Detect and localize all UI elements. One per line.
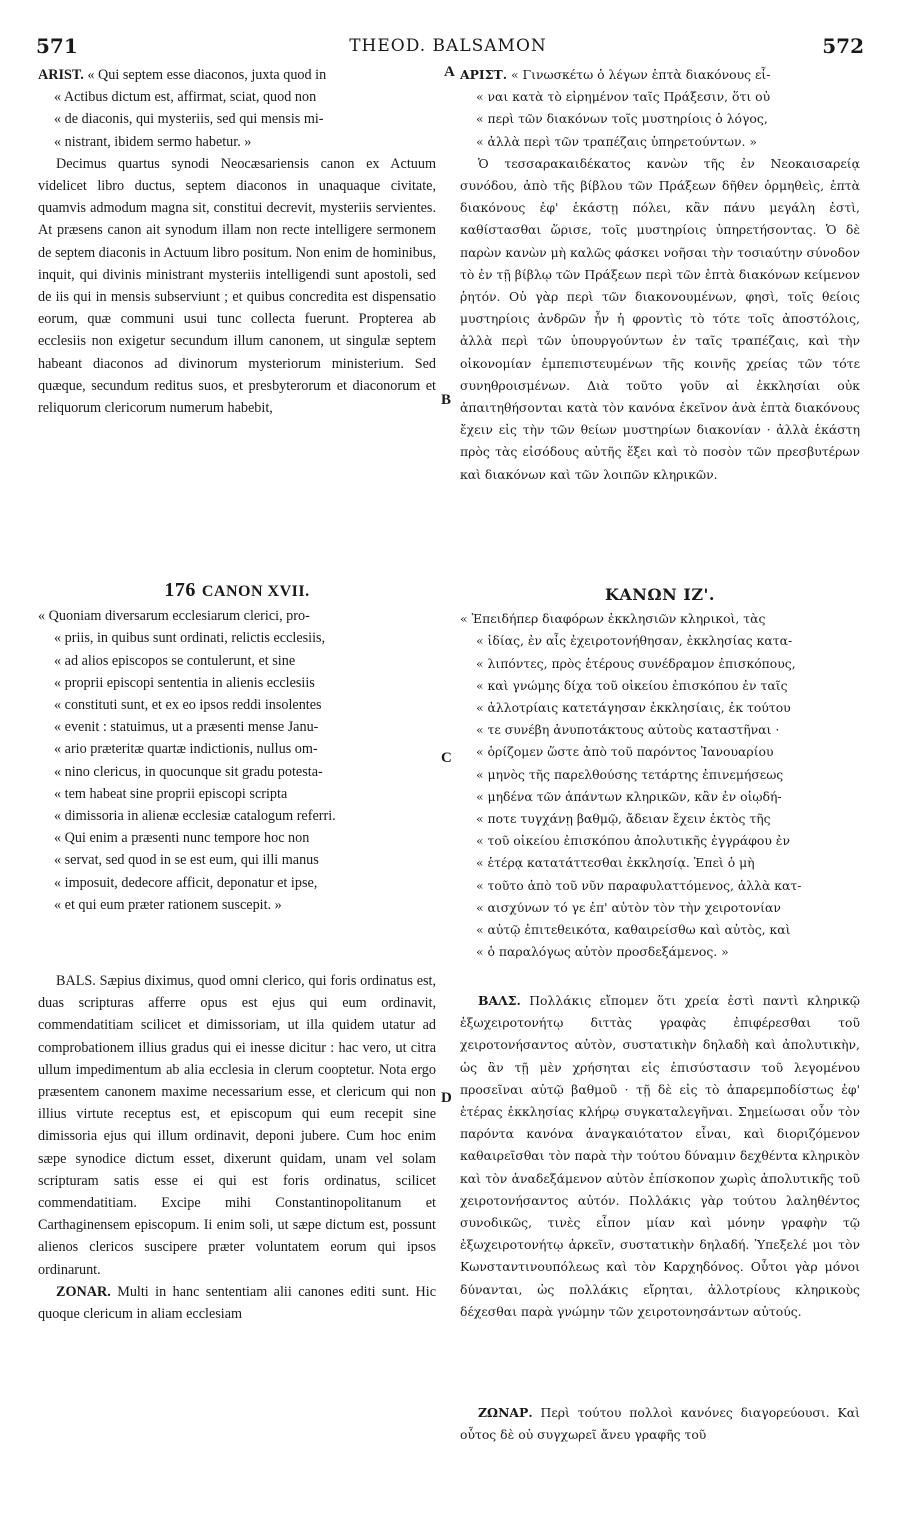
latin-bals-lead: BALS. [56,973,96,989]
greek-arist-line: « ναι κατὰ τὸ εἰρημένον ταῖς Πράξεσιν, ὅτι οὐ [476,89,771,105]
greek-canon-heading: ΚΑΝΩΝ ΙΖ'. [604,585,715,604]
running-title: THEOD. BALSAMON [349,36,547,56]
greek-canon-line: « αισχύνων τό γε ἐπ' αὐτὸν τὸν τὴν χειροτονίαν [476,899,781,915]
canon-number: 176 [164,579,196,601]
margin-marker-b: B [441,392,452,408]
greek-canon-line: « μηδένα τῶν ἁπάντων κληρικῶν, κἂν ἐν οἱῳδή- [476,788,782,804]
latin-zonar-lead: ZONAR. [56,1283,111,1300]
latin-aristenus-block [38,64,436,419]
greek-zonar-lead: ΖΩΝΑΡ. [478,1405,533,1420]
greek-canon-line: « λιπόντες, πρὸς ἑτέρους συνέδραμον ἐπισκόπους, [476,655,796,671]
latin-canon-line: « Quoniam diversarum ecclesiarum clerici, pro- [38,608,310,625]
greek-zonar-text: Περὶ τούτου πολλοὶ κανόνες διαγορεύουσι. Καὶ οὗτος δὲ οὐ συγχωρεῖ ἄνευ γραφῆς τοῦ [460,1405,860,1443]
greek-canon-line: « τοῦτο ἀπὸ τοῦ νῦν παραφυλαττόμενος, ἀλλὰ κατ- [476,877,802,893]
greek-bals-text: Πολλάκις εἴπομεν ὅτι χρεία ἐστὶ παντὶ κληρικῷ ἐξωχειροτονήτῳ διττὰς γραφὰς ἐπιφέρεσθαι τοῦ χειροτονήσαντος αὐτὸν, συστατικὴν δηλαδὴ καὶ ἀπολυτικὴν, ὡς ἂν τῇ μὲν χρήσηται εἰς ἐπισύστασιν τοῦ λεγομένου προσεῖναι αὐτῷ βαθμοῦ · τῇ δὲ εἰς τὸ ἀπαρεμποδίστως ἐφ' ἑτέρας ἐκκλησίας κλήρῳ συγκαταλεγῆναι. Σημείωσαι οὖν τὸν παρόντα κανόνα ἀναγκαιότατον εἶναι, καὶ διοριζόμενον καθαιρεῖσθαι τὸν παρὰ τὴν τούτου δύναμιν δεχθέντα κληρικὸν καὶ τὸν ἀναδεξάμενον αὐτὸν ἐπίσκοπον χωρὶς ἀπολυτικῆς τοῦ χειροτονήσαντος αὐτόν. Πολλάκις γὰρ τούτου λαληθέντος συνοδικῶς, τινὲς εἶπον μίαν καὶ μόνην γραφὴν τῷ ἐξωχειροτονήτῳ ἀρκεῖν, συστατικὴν δηλαδή. Ὑπεξελέ μοι τὸν Κωνσταντινουπόλεως καὶ τὸν Καρχηδόνος. Οὗτοι γὰρ μόνοι δύνανται, ὡς πολλάκις εἴρηται, ἀλλοτρίους κληρικοὺς δέχεσθαι παρὰ γνώμην τῶν χειροτονησάντων αὐτούς. [460,993,860,1319]
greek-canon-line: « τοῦ οἰκείου ἐπισκόπου ἀπολυτικῆς ἐγγράφου ἐν [476,833,790,849]
latin-canon-line: « nino clericus, in quocunque sit gradu potesta- [54,763,323,780]
greek-arist-line: « περὶ τῶν διακόνων τοῖς μυστηρίοις ὁ λόγος, [476,111,768,127]
latin-canon-line: « ad alios episcopos se contulerunt, et sine [54,652,296,669]
greek-canon-line: « καὶ γνώμης δίχα τοῦ οἰκείου ἐπισκόπου ἐν ταῖς [476,677,788,693]
greek-canon-line: « ἀλλοτρίαις κατετάγησαν ἐκκλησίαις, ἐκ τούτου [476,700,791,716]
latin-arist-line: « nistrant, ibidem sermo habetur. » [54,133,252,150]
greek-arist-lead: ΑΡΙΣΤ. [460,67,508,82]
latin-canon-line: « ario præteritæ quartæ indictionis, nullus om- [54,741,318,758]
latin-canon-line: « imposuit, dedecore afficit, deponatur et ipse, [54,874,318,891]
latin-arist-line: « Actibus dictum est, affirmat, sciat, quod non [54,89,317,106]
latin-arist-first-line: « Qui septem esse diaconos, juxta quod in [87,67,327,83]
greek-bals-lead: ΒΑΛΣ. [478,993,521,1008]
latin-commentary-paragraph: Decimus quartus synodi Neocæsariensis canon ex Actuum videlicet libro ductus, septem diaconos in unaquaque civitate, quamvis admodum magna sit, constitui decrevit, mysteriis servientes. At præsens canon ait synodum illam non recte intelligere sermonem de septem diaconis in Actuum libro positum. Non enim de hominibus, inquit, qui divinis ministrant mysteriis intelligendi sunt apostoli, sed de iis qui in mensis subserviunt ; et quibus concredita est dispensatio eorum, quæ communi usui tunc collecta fuerunt. Propterea ab ecclesiis non exigetur secundum illum canonem, ut singulæ septem habeant diaconos ad divinorum mysteriorum ministerium. Sed quæque, secundum reditus suos, et presbyterorum et diaconorum et reliquorum clericorum numerum habebit, [38,155,436,417]
left-page-number: 571 [36,34,78,58]
greek-canon-line: « μηνὸς τῆς παρελθούσης τετάρτης ἐπινεμήσεως [476,766,784,782]
latin-canon-line: « constituti sunt, et ex eo ipsos reddi insolentes [54,697,322,714]
greek-commentary-paragraph: Ὁ τεσσαρακαιδέκατος κανὼν τῆς ἐν Νεοκαισαρείᾳ συνόδου, ἀπὸ τῆς βίβλου τῶν Πράξεων δῆθεν ὁρμηθεὶς, ἑπτὰ διακόνους ἐφ' ἑκάστῃ πόλει, κἂν πάνυ μεγάλη ἐστὶ, καθίστασθαι ὥρισε, τοῖς μυστηρίοις ὑπηρετήσοντας. Ὁ δὲ παρὼν κανὼν μὴ καλῶς φάσκει νοῆσαι τὴν τοσιαύτην σύνοδον τὸ ἐν τῇ βίβλῳ τῶν Πράξεων περὶ τῶν ἑπτὰ διακόνων κείμενον ῥητόν. Οὐ γὰρ περὶ τῶν διακονουμένων, φησὶ, τοῖς θείοις μυστηρίοις ἀνδρῶν ἦν ἡ φροντὶς τὸ τότε τοῖς ἀποστόλοις, ἀλλὰ περὶ τῶν ὑπουργούντων ἐν ταῖς τραπέζαις, καὶ τὴν οἰκονομίαν ἐμπεπιστευμένων τῆς κοινῆς χρείας τῶν τότε συνηθροισμένων. Διὰ τοῦτο γοῦν αἱ ἐκκλησίαι οὐκ ἀπαιτηθήσονται κατὰ τὸν κανόνα ἐκεῖνον ἀνὰ ἑπτὰ διακόνους ἔχειν εἰς τὴν τῶν θείων μυστηρίων διακονίαν · ἀλλὰ ἑκάστη πρὸς τὰς εἰσόδους αὐτῆς ἕξει καὶ τὸ ποσὸν τῶν πρεσβυτέρων καὶ διακόνων καὶ τῶν λοιπῶν κληρικῶν. [460,155,860,482]
greek-canon-line: « ὁ παραλόγως αὐτὸν προσδεξάμενος. » [476,944,729,960]
latin-canon-block [38,575,436,916]
latin-bals-text: Sæpius diximus, quod omni clerico, qui foris ordinatus est, duas scripturas afferre opus est ejus qui eum ordinavit, commendatitiam scilicet et dimissoriam, ut illa quidem utatur ad comprobationem illius gradus qui ei inesse dicitur : hac vero, ut citra ullum impedimentum ab alia ecclesia in clerum cooptetur. Nota ergo præsentem canonem maxime necessarium esse, et clericum qui non illius virtute receptus est, et episcopum qui eum recepit sine dimissoria ejus qui illum ordinavit, deponi jubere. Cum hoc enim sæpe synodice dictum esset, dixerunt quidam, unam vel solam scripturam satis esse ei qui est foris ordinatus, scilicet commendatitiam. Excipe mihi Constantinopolitanum et Carthaginensem episcopum. Ii enim soli, ut sæpe dictum est, possunt alienos clericos suscipere præter voluntatem eorum qui ipsos ordinarunt. [38,973,436,1278]
latin-balsamon-block [38,970,436,1325]
greek-canon-line: « τε συνέβη ἀνυποτάκτους αὐτοὺς καταστῆναι · [476,722,780,738]
latin-canon-line: « tem habeat sine proprii episcopi scripta [54,785,288,802]
greek-arist-line: « ἀλλὰ περὶ τῶν τραπέζαις ὑπηρετούντων. » [476,133,757,149]
latin-arist-line: « de diaconis, qui mysteriis, sed qui mensis mi- [54,111,324,128]
latin-zonar-text: Multi in hanc sententiam alii canones editi sunt. Hic quoque clericum in aliam ecclesiam [38,1283,437,1323]
greek-aristenus-block [460,64,860,486]
latin-canon-heading [38,579,436,603]
greek-canon-block [460,580,860,963]
margin-marker-a: A [444,64,455,80]
latin-canon-title: CANON XVII. [201,583,310,600]
greek-canon-line: « ποτε τυγχάνῃ βαθμῷ, ἄδειαν ἔχειν ἐκτὸς τῆς [476,811,771,827]
latin-canon-line: « servat, sed quod in se est eum, qui illi manus [54,852,319,869]
greek-balsamon-block [460,990,860,1323]
latin-canon-line: « evenit : statuimus, ut a præsenti mense Janu- [54,719,319,736]
latin-canon-line: « priis, in quibus sunt ordinati, relictis ecclesiis, [54,630,326,647]
greek-canon-line: « Ἐπειδήπερ διαφόρων ἐκκλησιῶν κληρικοὶ, τὰς [460,611,766,627]
greek-canon-line: « ἑτέρᾳ κατατάττεσθαι ἐκκλησίᾳ. Ἐπεὶ ὁ μὴ [476,855,755,871]
latin-canon-line: « dimissoria in alienæ ecclesiæ catalogum referri. [54,808,336,825]
right-page-number: 572 [822,34,864,58]
margin-marker-c: C [441,750,452,766]
latin-arist-lead: ARIST. [38,67,84,83]
page-header [32,34,864,60]
greek-arist-first-line: « Γινωσκέτω ὁ λέγων ἑπτὰ διακόνους εἶ- [510,67,771,82]
latin-canon-line: « proprii episcopi sententia in alienis ecclesiis [54,674,315,691]
greek-canon-line: « ἰδίας, ἐν αἷς ἐχειροτονήθησαν, ἐκκλησίας κατα- [476,633,793,649]
margin-marker-d: D [441,1090,452,1106]
greek-canon-line: « ὁρίζομεν ὥστε ἀπὸ τοῦ παρόντος Ἰανουαρίου [476,744,774,760]
greek-canon-line: « αὐτῷ ἐπιτεθεικότα, καθαιρείσθω καὶ αὐτὸς, καὶ [476,922,791,938]
latin-canon-line: « Qui enim a præsenti nunc tempore hoc non [54,830,310,847]
latin-canon-line: « et qui eum præter rationem suscepit. » [54,896,282,913]
greek-zonaras-block [460,1402,860,1446]
